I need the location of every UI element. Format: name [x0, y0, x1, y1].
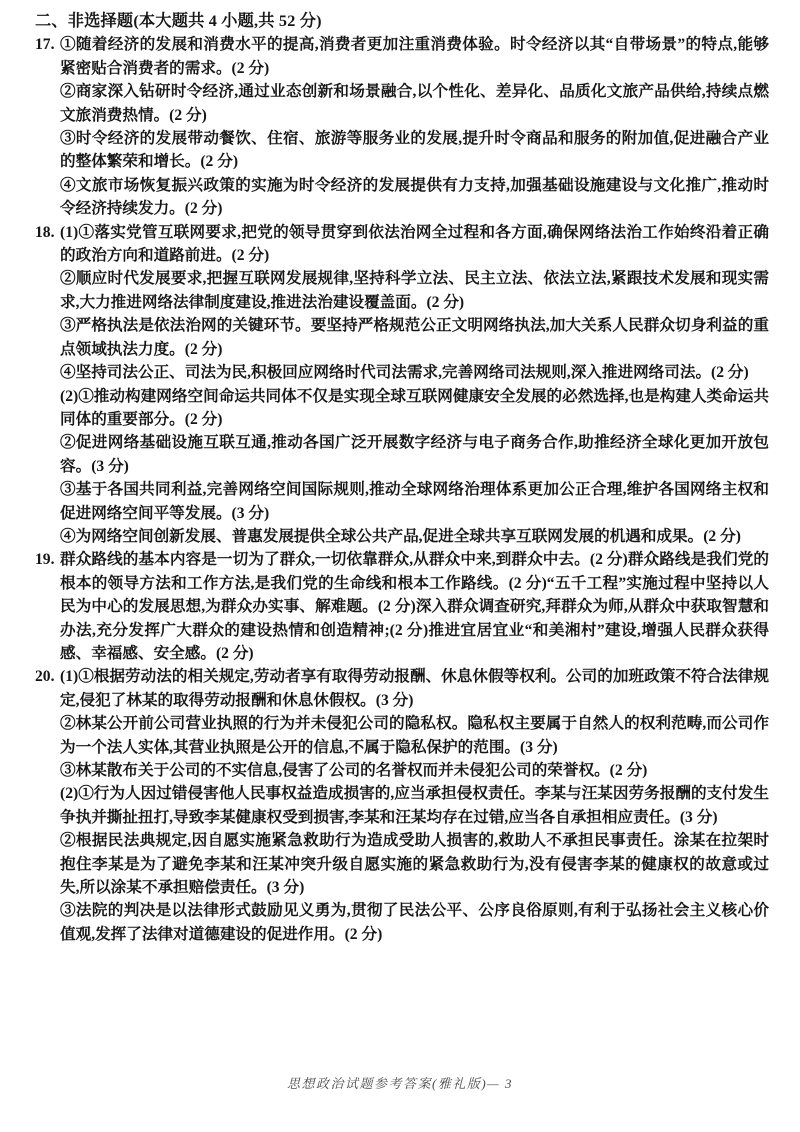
answer-paragraph — [60, 829, 769, 899]
answers-content — [35, 10, 769, 946]
page-footer — [0, 1073, 800, 1092]
answer-paragraph — [60, 431, 769, 478]
answer-paragraph — [60, 759, 769, 782]
answer-text: ④为网络空间创新发展、普惠发展提供全球公共产品,促进全球共享互联网发展的机遇和成果。(2 分) — [60, 527, 741, 545]
answer-paragraph — [35, 221, 769, 268]
answer-text: ②商家深入钻研时令经济,通过业态创新和场景融合,以个性化、差异化、品质化文旅产品供给,持续点燃文旅消费热情。(2 分) — [60, 83, 769, 124]
answer-text: ②顺应时代发展要求,把握互联网发展规律,坚持科学立法、民主立法、依法立法,紧跟技术发展和现实需求,大力推进网络法律制度建设,推进法治建设覆盖面。(2 分) — [60, 270, 769, 311]
answer-text: ③林某散布关于公司的不实信息,侵害了公司的名誉权而并未侵犯公司的荣誉权。(2 分) — [60, 762, 648, 779]
question-18 — [35, 221, 769, 549]
answer-text: ③时令经济的发展带动餐饮、住宿、旅游等服务业的发展,提升时令商品和服务的附加值,促进融合产业的整体繁荣和增长。(2 分) — [60, 130, 769, 171]
question-number: 18. — [35, 223, 55, 241]
answer-paragraph — [60, 525, 769, 548]
answer-text: ②根据民法典规定,因自愿实施紧急救助行为造成受助人损害的,救助人不承担民事责任。涂某在拉架时抱住李某是为了避免李某和汪某冲突升级自愿实施的紧急救助行为,没有侵害李某的健康权的故意或过失,所以涂某不承担赔偿责任。(3 分) — [60, 832, 769, 897]
answer-text: (2)①推动构建网络空间命运共同体不仅是实现全球互联网健康安全发展的必然选择,也是构建人类命运共同体的重要部分。(2 分) — [60, 387, 769, 428]
question-19 — [35, 548, 769, 665]
answer-paragraph — [60, 712, 769, 759]
answer-text: ④文旅市场恢复振兴政策的实施为时令经济的发展提供有力支持,加强基础设施建设与文化推广,推动时令经济持续发力。(2 分) — [60, 176, 769, 218]
answer-paragraph — [60, 385, 769, 432]
question-number: 20. — [35, 668, 55, 686]
answer-paragraph — [60, 361, 769, 384]
answer-text: ③基于各国共同利益,完善网络空间国际规则,推动全球网络治理体系更加公正合理,维护各国网络主权和促进网络空间平等发展。(3 分) — [60, 481, 769, 522]
answer-paragraph — [60, 478, 769, 525]
answer-paragraph — [35, 548, 769, 665]
answer-paragraph — [60, 267, 769, 314]
answer-paragraph — [60, 314, 769, 361]
answer-text: (2)①行为人因过错侵害他人民事权益造成损害的,应当承担侵权责任。李某与汪某因劳务报酬的支付发生争执并撕扯扭打,导致李某健康权受到损害,李某和汪某均存在过错,应当各自承担相应责任。(3 分) — [60, 785, 769, 826]
question-17 — [35, 33, 769, 220]
answer-text: ③严格执法是依法治网的关键环节。要坚持严格规范公正文明网络执法,加大关系人民群众切身利益的重点领域执法力度。(2 分) — [60, 317, 769, 358]
answer-paragraph — [35, 33, 769, 80]
answer-text: (1)①落实党管互联网要求,把党的领导贯穿到依法治网全过程和各方面,确保网络法治工作始终沿着正确的政治方向和道路前进。(2 分) — [60, 223, 769, 265]
answer-paragraph — [60, 80, 769, 127]
answer-paragraph — [60, 174, 769, 221]
answer-paragraph — [60, 899, 769, 946]
answer-text: ①随着经济的发展和消费水平的提高,消费者更加注重消费体验。时令经济以其“自带场景”的特点,能够紧密贴合消费者的需求。(2 分) — [60, 36, 769, 77]
question-number: 19. — [35, 551, 55, 569]
question-20 — [35, 665, 769, 946]
section-heading: 二、非选择题(本大题共 4 小题,共 52 分) — [35, 12, 322, 30]
answer-paragraph — [60, 127, 769, 174]
question-number: 17. — [35, 36, 55, 54]
answer-text: (1)①根据劳动法的相关规定,劳动者享有取得劳动报酬、休息休假等权利。公司的加班政策不符合法律规定,侵犯了林某的取得劳动报酬和休息休假权。(3 分) — [60, 668, 769, 709]
answer-text: ②林某公开前公司营业执照的行为并未侵犯公司的隐私权。隐私权主要属于自然人的权利范畴,而公司作为一个法人实体,其营业执照是公开的信息,不属于隐私保护的范围。(3 分) — [60, 715, 769, 756]
answer-text: ③法院的判决是以法律形式鼓励见义勇为,贯彻了民法公平、公序良俗原则,有利于弘扬社会主义核心价值观,发挥了法律对道德建设的促进作用。(2 分) — [60, 902, 769, 943]
answer-paragraph — [60, 782, 769, 829]
answer-text: ④坚持司法公正、司法为民,积极回应网络时代司法需求,完善网络司法规则,深入推进网络司法。(2 分) — [60, 364, 749, 382]
footer-text: 思想政治试题参考答案(雅礼版)— 3 — [287, 1076, 513, 1091]
answer-text: ②促进网络基础设施互联互通,推动各国广泛开展数字经济与电子商务合作,助推经济全球化更加开放包容。(3 分) — [60, 434, 769, 475]
answer-text: 群众路线的基本内容是一切为了群众,一切依靠群众,从群众中来,到群众中去。(2 分)群众路线是我们党的根本的领导方法和工作方法,是我们党的生命线和根本工作路线。(2 分)“五千工程”实施过程中坚持以人民为中心的发展思想,为群众办实事、解难题。(2 分)深入群众调查研究,拜群众为师,从群众中获取智慧和办法,充分发挥广大群众的建设热情和创造精神;(2 分)推进宜居宜业“和美湘村”建设,增强人民群众获得感、幸福感、安全感。(2 分) — [60, 551, 769, 662]
answer-paragraph — [35, 665, 769, 712]
